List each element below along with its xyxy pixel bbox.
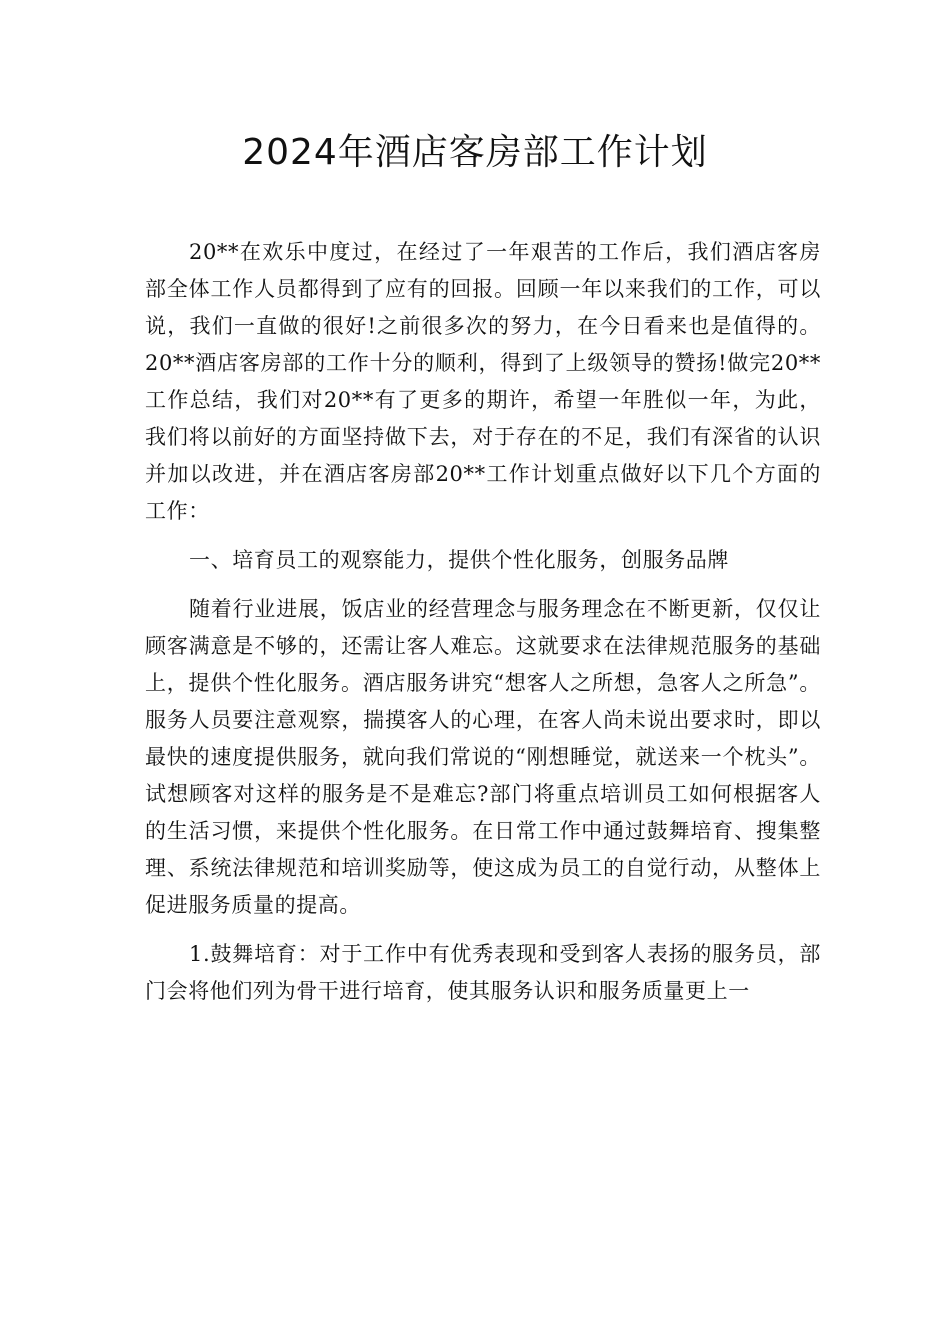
document-title: 2024年酒店客房部工作计划 bbox=[242, 132, 708, 173]
document-body bbox=[145, 234, 821, 1010]
paragraph-item-1: 1.鼓舞培育：对于工作中有优秀表现和受到客人表扬的服务员，部门会将他们列为骨干进行培育，使其服务认识和服务质量更上一 bbox=[145, 942, 821, 1003]
paragraph-section-body-1: 随着行业进展，饭店业的经营理念与服务理念在不断更新，仅仅让顾客满意是不够的，还需让客人难忘。这就要求在法律规范服务的基础上，提供个性化服务。酒店服务讲究“想客人之所想，急客人之所急”。服务人员要注意观察，揣摸客人的心理，在客人尚未说出要求时，即以最快的速度提供服务，就向我们常说的“刚想睡觉，就送来一个枕头”。试想顾客对这样的服务是不是难忘?部门将重点培训员工如何根据客人的生活习惯，来提供个性化服务。在日常工作中通过鼓舞培育、搜集整理、系统法律规范和培训奖励等，使这成为员工的自觉行动，从整体上促进服务质量的提高。 bbox=[145, 597, 821, 917]
paragraph-intro: 20**在欢乐中度过，在经过了一年艰苦的工作后，我们酒店客房部全体工作人员都得到了应有的回报。回顾一年以来我们的工作，可以说，我们一直做的很好!之前很多次的努力，在今日看来也是值得的。20**酒店客房部的工作十分的顺利，得到了上级领导的赞扬!做完20**工作总结，我们对20**有了更多的期许，希望一年胜似一年，为此，我们将以前好的方面坚持做下去，对于存在的不足，我们有深省的认识并加以改进，并在酒店客房部20**工作计划重点做好以下几个方面的工作： bbox=[145, 240, 821, 523]
paragraph-section-heading-1: 一、培育员工的观察能力，提供个性化服务，创服务品牌 bbox=[189, 548, 729, 572]
